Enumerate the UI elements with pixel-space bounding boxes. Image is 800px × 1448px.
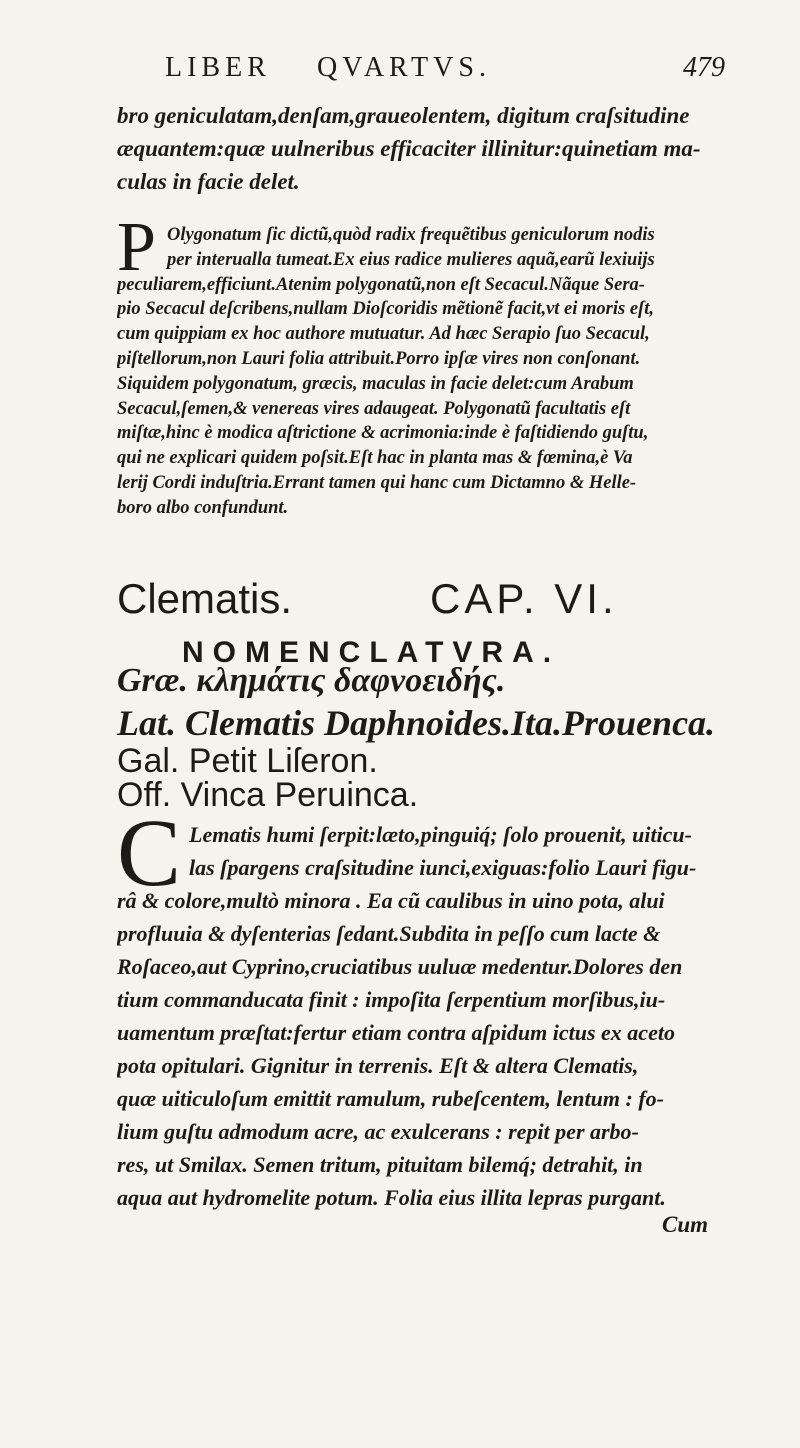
- text-line: lerij Cordi induſtria.Errant tamen qui hanc cum Dictamno & Helle-: [117, 472, 637, 493]
- text-line: res, ut Smilax. Semen tritum, pituitam bilemq́; detrahit, in: [117, 1152, 643, 1177]
- text-line: pio Secacul deſcribens,nullam Dioſcoridis mẽtionẽ facit,vt ei moris eſt,: [117, 299, 654, 320]
- text-line: æquantem:quæ uulneribus efficaciter illinitur:quinetiam ma-: [117, 136, 701, 161]
- text-line: Secacul,ſemen,& venereas vires adaugeat. Polygonatũ facultatis eſt: [117, 398, 631, 419]
- text-line: aqua aut hydromelite potum. Folia eius illita lepras purgant.: [117, 1185, 666, 1210]
- text-line: per interualla tumeat.Ex eius radice mulieres aquã,earũ lexiuijs: [167, 249, 655, 270]
- text-line: miſtæ,hinc è modica aſtrictione & acrimonia:inde è faſtidiendo guſtu,: [117, 423, 649, 444]
- text-line: bro geniculatam,denſam,graueolentem, digitum craſsitudine: [117, 103, 690, 128]
- latin-name-line: Lat. Clematis Daphnoides.Ita.Prouenca.: [117, 703, 716, 743]
- text-line: peculiarem,efficiunt.Atenim polygonatũ,non eſt Secacul.Nãque Sera-: [117, 274, 645, 295]
- text-line: quæ uiticuloſum emittit ramulum, rubeſcentem, lentum : fo-: [117, 1086, 664, 1111]
- running-head-quartus: QVARTVS.: [317, 52, 491, 83]
- gallic-name-line: Gal. Petit Liſeron.: [117, 742, 378, 780]
- drop-cap-p: P: [117, 209, 156, 286]
- chapter-title: Clematis.: [117, 575, 293, 622]
- paragraph-continuation: [117, 99, 712, 198]
- text-line: tium commanducata finit : impoſita ſerpentium morſibus,iu-: [117, 987, 666, 1012]
- text-line: boro albo confundunt.: [117, 497, 289, 518]
- text-line: uamentum præſtat:fertur etiam contra aſpidum ictus ex aceto: [117, 1020, 675, 1045]
- text-line: Roſaceo,aut Cyprino,cruciatibus uuluæ medentur.Dolores den: [117, 954, 683, 979]
- text-line: profluuia & dyſenterias ſedant.Subdita in peſſo cum lacte &: [117, 921, 661, 946]
- text-line: pota opitulari. Gignitur in terrenis. Eſt & altera Clematis,: [117, 1053, 639, 1078]
- running-head: [165, 52, 725, 96]
- paragraph-clematis: [117, 818, 712, 1214]
- text-line: râ & colore,multò minora . Ea cũ caulibus in uino pota, alui: [117, 888, 665, 913]
- running-head-liber: LIBER: [165, 52, 271, 83]
- chapter-heading: [117, 575, 712, 625]
- chapter-number: CAP. VI.: [430, 575, 618, 622]
- text-line: lium guſtu admodum acre, ac exulcerans : repit per arbo-: [117, 1119, 639, 1144]
- text-line: culas in facie delet.: [117, 169, 300, 194]
- page-number: 479: [683, 52, 725, 83]
- text-line: cum quippiam ex hoc authore mutuatur. Ad hæc Serapio ſuo Secacul,: [117, 324, 650, 345]
- drop-cap-c: C: [117, 799, 182, 906]
- text-line: piſtellorum,non Lauri folia attribuit.Porro ipſæ vires non conſonant.: [117, 348, 641, 369]
- text-line: Lematis humi ſerpit:læto,pinguiq́; ſolo prouenit, uiticu-: [189, 822, 692, 847]
- nomenclature-heading: NOMENCLATVRA.: [182, 636, 561, 669]
- greek-name-line: Græ. κλημάτις δαφνοειδής.: [117, 662, 506, 699]
- text-line: las ſpargens craſsitudine iunci,exiguas:folio Lauri figu-: [189, 855, 697, 880]
- text-line: Olygonatum ſic dictũ,quòd radix frequẽtibus geniculorum nodis: [167, 225, 655, 245]
- text-line: Siquidem polygonatum, græcis, maculas in facie delet:cum Arabum: [117, 373, 634, 394]
- text-line: qui ne explicari quidem poſsit.Eſt hac in planta mas & fœmina,è Va: [117, 448, 633, 469]
- paragraph-polygonatum: [117, 223, 712, 521]
- catchword: Cum: [662, 1212, 709, 1237]
- officinal-name-line: Off. Vinca Peruinca.: [117, 776, 419, 814]
